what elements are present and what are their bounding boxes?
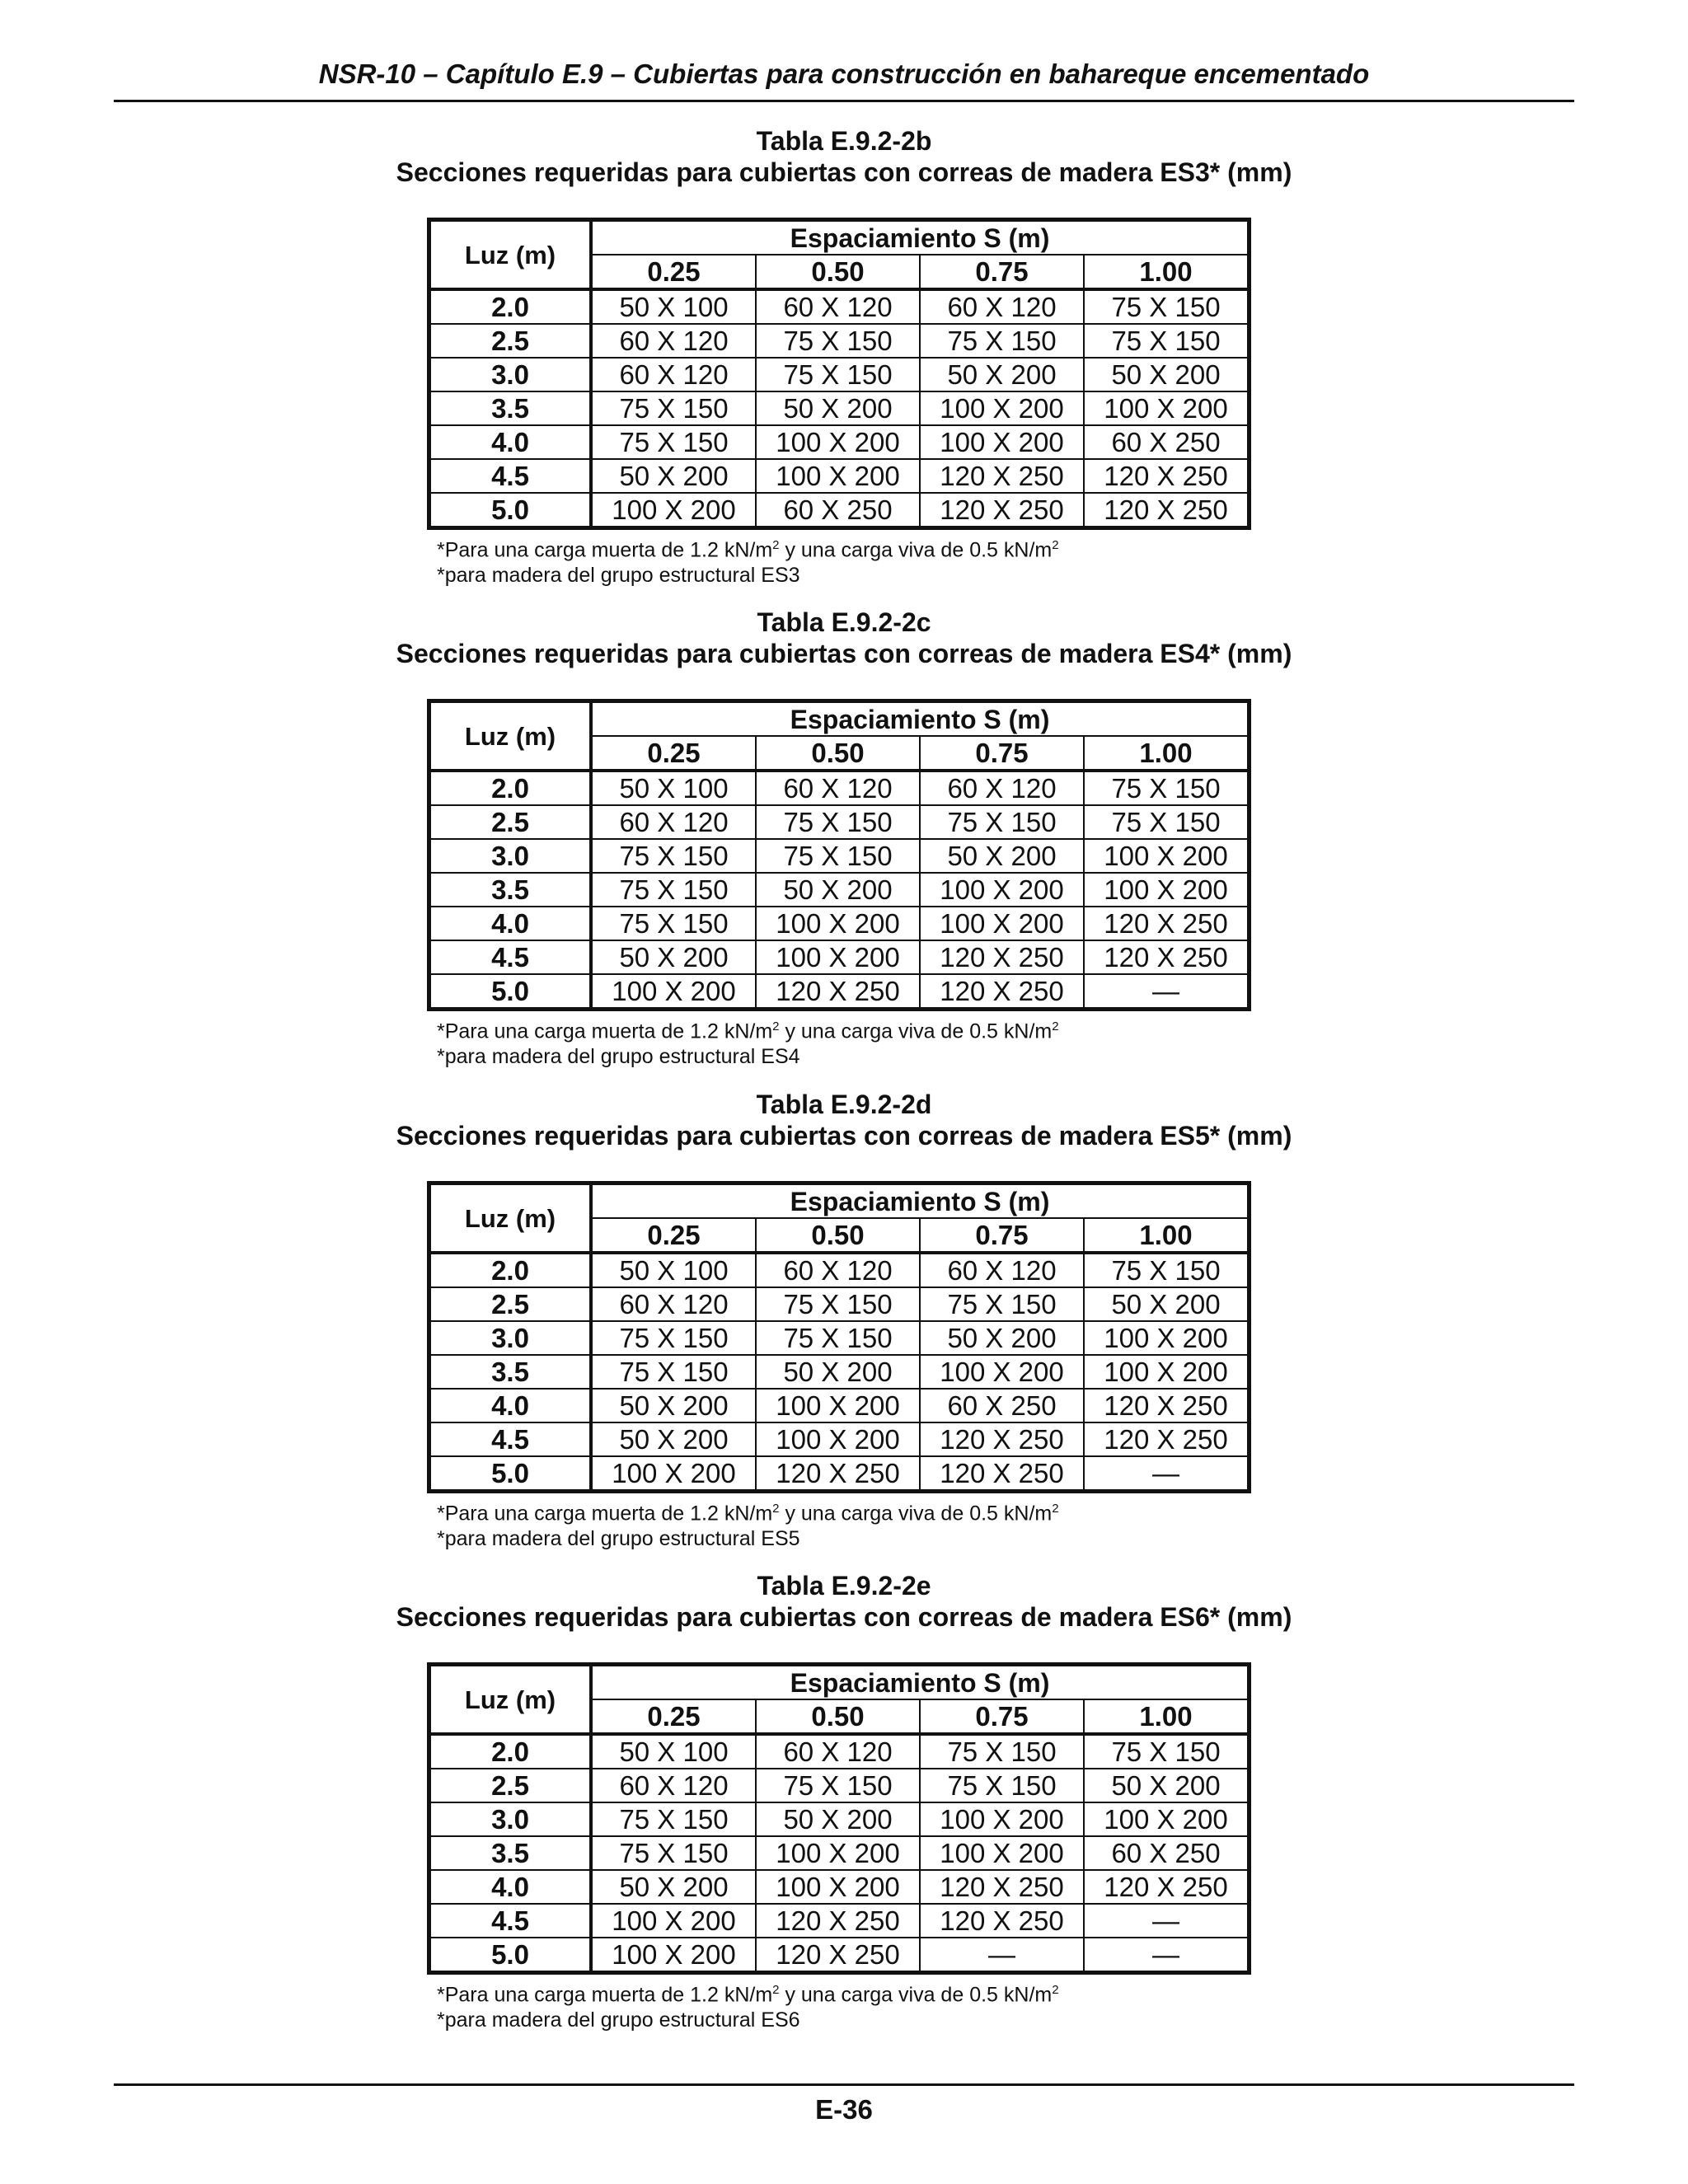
table-row	[429, 1802, 1250, 1836]
section-cell: 75 X 150	[591, 425, 756, 459]
section-cell: 100 X 200	[591, 1904, 756, 1938]
luz-value: 2.0	[429, 1253, 592, 1287]
luz-value: 4.5	[429, 1422, 592, 1456]
section-cell: 60 X 120	[920, 289, 1084, 324]
section-cell: 75 X 150	[591, 1836, 756, 1870]
section-cell: 100 X 200	[756, 1870, 920, 1904]
luz-value: 4.0	[429, 1389, 592, 1422]
spacing-value: 1.00	[1084, 255, 1250, 289]
section-cell: 50 X 100	[591, 1734, 756, 1769]
table-row	[429, 1938, 1250, 1973]
section-cell: 120 X 250	[920, 940, 1084, 974]
section-cell: 100 X 200	[920, 425, 1084, 459]
section-cell: 100 X 200	[920, 391, 1084, 425]
header-row	[429, 1183, 1250, 1219]
table-row	[429, 459, 1250, 493]
spacing-value: 0.50	[756, 1218, 920, 1253]
section-cell: 120 X 250	[1084, 1422, 1250, 1456]
luz-value: 2.0	[429, 771, 592, 805]
section-cell: 120 X 250	[1084, 459, 1250, 493]
section-cell: 100 X 200	[1084, 391, 1250, 425]
spacing-value: 0.50	[756, 1699, 920, 1734]
luz-value: 3.5	[429, 391, 592, 425]
section-cell: 60 X 120	[920, 1253, 1084, 1287]
luz-value: 4.5	[429, 940, 592, 974]
table-row	[429, 771, 1250, 805]
table-notes	[437, 532, 1688, 588]
section-cell: 75 X 150	[756, 839, 920, 873]
page-header: NSR-10 – Capítulo E.9 – Cubiertas para construcción en bahareque encementado	[114, 54, 1574, 102]
luz-value: 3.0	[429, 358, 592, 391]
table-number: Tabla E.9.2-2d	[756, 1090, 932, 1119]
section-cell: 60 X 120	[591, 1287, 756, 1321]
spacing-value: 1.00	[1084, 1699, 1250, 1734]
section-cell: 50 X 200	[1084, 1769, 1250, 1802]
table-row	[429, 1287, 1250, 1321]
section-cell: 100 X 200	[1084, 1321, 1250, 1355]
section-cell: 100 X 200	[756, 425, 920, 459]
spacing-header: Espaciamiento S (m)	[591, 220, 1250, 255]
luz-value: 3.0	[429, 1321, 592, 1355]
section-cell: 50 X 200	[756, 1355, 920, 1389]
section-cell: 120 X 250	[1084, 1870, 1250, 1904]
section-cell: 50 X 200	[591, 459, 756, 493]
luz-header: Luz (m)	[429, 1665, 592, 1735]
luz-value: 5.0	[429, 974, 592, 1010]
luz-value: 4.5	[429, 459, 592, 493]
section-cell: 60 X 120	[756, 771, 920, 805]
load-note: *Para una carga muerta de 1.2 $kN/m^2$ y una carga viva de 0.5 $kN/m^2$	[437, 538, 1059, 562]
table-row	[429, 1389, 1250, 1422]
spacing-value: 0.25	[591, 1699, 756, 1734]
luz-header: Luz (m)	[429, 220, 592, 290]
section-cell: 75 X 150	[1084, 324, 1250, 358]
section-cell: 75 X 150	[756, 324, 920, 358]
spacing-value: 0.50	[756, 255, 920, 289]
section-cell: 100 X 200	[591, 1456, 756, 1492]
table-notes	[437, 1977, 1688, 2033]
section-cell: 75 X 150	[756, 1287, 920, 1321]
section-cell: 50 X 200	[591, 1870, 756, 1904]
wood-group-note: *para madera del grupo estructural ES4	[437, 1045, 800, 1069]
section-cell: 100 X 200	[756, 1389, 920, 1422]
table-row	[429, 493, 1250, 528]
section-cell: 75 X 150	[1084, 1734, 1250, 1769]
section-cell: 75 X 150	[756, 1321, 920, 1355]
section-cell: 50 X 200	[756, 1802, 920, 1836]
table-section-es6	[0, 1570, 1688, 2033]
table-row	[429, 1253, 1250, 1287]
section-cell: 60 X 120	[591, 324, 756, 358]
sections-table-es3	[427, 218, 1251, 530]
section-cell: 50 X 200	[591, 1389, 756, 1422]
section-cell: 100 X 200	[756, 459, 920, 493]
table-row	[429, 907, 1250, 940]
section-cell: 50 X 100	[591, 771, 756, 805]
table-notes	[437, 1496, 1688, 1552]
section-cell: 100 X 200	[591, 493, 756, 528]
section-cell: 75 X 150	[756, 805, 920, 839]
sections-table-es6	[427, 1662, 1251, 1975]
section-cell: 100 X 200	[756, 907, 920, 940]
section-cell: 120 X 250	[756, 974, 920, 1010]
table-section-es5	[0, 1089, 1688, 1552]
table-row	[429, 289, 1250, 324]
header-row	[429, 701, 1250, 737]
section-cell: —	[1084, 1938, 1250, 1973]
section-cell: 120 X 250	[1084, 907, 1250, 940]
section-cell: 100 X 200	[591, 1938, 756, 1973]
header-row	[429, 1665, 1250, 1700]
section-cell: 50 X 200	[591, 1422, 756, 1456]
section-cell: 75 X 150	[1084, 771, 1250, 805]
section-cell: 120 X 250	[920, 1904, 1084, 1938]
section-cell: 100 X 200	[920, 1355, 1084, 1389]
sections-table-es4	[427, 699, 1251, 1011]
section-cell: 50 X 200	[920, 839, 1084, 873]
section-cell: 75 X 150	[756, 358, 920, 391]
section-cell: 60 X 250	[1084, 1836, 1250, 1870]
section-cell: 75 X 150	[920, 805, 1084, 839]
section-cell: 60 X 120	[591, 1769, 756, 1802]
spacing-header: Espaciamiento S (m)	[591, 1665, 1250, 1700]
section-cell: 100 X 200	[756, 1422, 920, 1456]
spacing-value: 0.50	[756, 736, 920, 771]
table-row	[429, 940, 1250, 974]
table-row	[429, 805, 1250, 839]
section-cell: 120 X 250	[920, 459, 1084, 493]
load-note: *Para una carga muerta de 1.2 $kN/m^2$ y una carga viva de 0.5 $kN/m^2$	[437, 1502, 1059, 1526]
table-row	[429, 1836, 1250, 1870]
luz-value: 5.0	[429, 1456, 592, 1492]
section-cell: 75 X 150	[591, 391, 756, 425]
section-cell: 100 X 200	[920, 1802, 1084, 1836]
spacing-value: 0.75	[920, 255, 1084, 289]
section-cell: 75 X 150	[1084, 1253, 1250, 1287]
section-cell: —	[1084, 974, 1250, 1010]
load-note: *Para una carga muerta de 1.2 $kN/m^2$ y una carga viva de 0.5 $kN/m^2$	[437, 1983, 1059, 2007]
section-cell: 75 X 150	[591, 1321, 756, 1355]
table-section-es3	[0, 125, 1688, 588]
table-row	[429, 1355, 1250, 1389]
wood-group-note: *para madera del grupo estructural ES6	[437, 2008, 800, 2032]
table-number: Tabla E.9.2-2e	[757, 1571, 931, 1601]
section-cell: 120 X 250	[920, 1870, 1084, 1904]
section-cell: 120 X 250	[1084, 940, 1250, 974]
table-row	[429, 1321, 1250, 1355]
section-cell: 50 X 200	[920, 358, 1084, 391]
luz-value: 3.5	[429, 1355, 592, 1389]
wood-group-note: *para madera del grupo estructural ES3	[437, 564, 800, 588]
spacing-value: 1.00	[1084, 1218, 1250, 1253]
table-row	[429, 1734, 1250, 1769]
luz-value: 4.0	[429, 1870, 592, 1904]
luz-header: Luz (m)	[429, 701, 592, 771]
section-cell: 75 X 150	[591, 839, 756, 873]
section-cell: 100 X 200	[920, 1836, 1084, 1870]
luz-value: 3.5	[429, 873, 592, 907]
table-row	[429, 425, 1250, 459]
section-cell: 50 X 100	[591, 289, 756, 324]
section-cell: 100 X 200	[756, 1836, 920, 1870]
section-cell: —	[1084, 1456, 1250, 1492]
section-cell: 120 X 250	[920, 974, 1084, 1010]
section-cell: 50 X 200	[591, 940, 756, 974]
section-cell: 50 X 200	[920, 1321, 1084, 1355]
section-cell: 100 X 200	[1084, 839, 1250, 873]
table-caption: Secciones requeridas para cubiertas con correas de madera ES5* (mm)	[396, 1121, 1292, 1151]
table-number: Tabla E.9.2-2b	[756, 126, 932, 156]
section-cell: 75 X 150	[1084, 805, 1250, 839]
table-caption: Secciones requeridas para cubiertas con correas de madera ES3* (mm)	[396, 157, 1292, 187]
spacing-value: 1.00	[1084, 736, 1250, 771]
table-caption: Secciones requeridas para cubiertas con correas de madera ES4* (mm)	[396, 639, 1292, 668]
section-cell: 75 X 150	[920, 1734, 1084, 1769]
table-row	[429, 839, 1250, 873]
table-row	[429, 324, 1250, 358]
page-number: E-36	[815, 2094, 873, 2125]
section-cell: 120 X 250	[920, 1422, 1084, 1456]
luz-value: 2.5	[429, 324, 592, 358]
table-row	[429, 358, 1250, 391]
section-cell: —	[920, 1938, 1084, 1973]
spacing-value: 0.25	[591, 736, 756, 771]
spacing-header: Espaciamiento S (m)	[591, 701, 1250, 737]
table-section-es4	[0, 607, 1688, 1070]
section-cell: 75 X 150	[591, 1802, 756, 1836]
table-row	[429, 391, 1250, 425]
table-caption: Secciones requeridas para cubiertas con correas de madera ES6* (mm)	[396, 1602, 1292, 1632]
section-cell: 120 X 250	[920, 1456, 1084, 1492]
section-cell: 120 X 250	[756, 1904, 920, 1938]
section-cell: 100 X 200	[1084, 873, 1250, 907]
section-cell: 120 X 250	[756, 1456, 920, 1492]
section-cell: 120 X 250	[920, 493, 1084, 528]
wood-group-note: *para madera del grupo estructural ES5	[437, 1527, 800, 1551]
table-row	[429, 1769, 1250, 1802]
luz-value: 2.5	[429, 1769, 592, 1802]
header-row	[429, 220, 1250, 255]
luz-value: 5.0	[429, 1938, 592, 1973]
table-number: Tabla E.9.2-2c	[757, 607, 931, 637]
spacing-value: 0.75	[920, 736, 1084, 771]
sections-table-es5	[427, 1181, 1251, 1493]
table-row	[429, 1456, 1250, 1492]
luz-value: 3.5	[429, 1836, 592, 1870]
luz-value: 4.0	[429, 907, 592, 940]
luz-value: 3.0	[429, 839, 592, 873]
luz-value: 4.5	[429, 1904, 592, 1938]
section-cell: 60 X 250	[756, 493, 920, 528]
section-cell: 50 X 200	[1084, 1287, 1250, 1321]
luz-value: 2.5	[429, 1287, 592, 1321]
load-note: *Para una carga muerta de 1.2 $kN/m^2$ y una carga viva de 0.5 $kN/m^2$	[437, 1019, 1059, 1043]
section-cell: 75 X 150	[591, 1355, 756, 1389]
section-cell: 75 X 150	[591, 873, 756, 907]
spacing-value: 0.75	[920, 1218, 1084, 1253]
section-cell: 50 X 200	[756, 391, 920, 425]
table-notes	[437, 1014, 1688, 1070]
section-cell: 75 X 150	[920, 1769, 1084, 1802]
section-cell: 75 X 150	[756, 1769, 920, 1802]
luz-value: 2.0	[429, 1734, 592, 1769]
spacing-header: Espaciamiento S (m)	[591, 1183, 1250, 1219]
section-cell: 100 X 200	[920, 873, 1084, 907]
section-cell: 60 X 120	[756, 1253, 920, 1287]
luz-value: 2.5	[429, 805, 592, 839]
section-cell: 60 X 250	[920, 1389, 1084, 1422]
section-cell: 100 X 200	[1084, 1802, 1250, 1836]
page-footer	[114, 2083, 1574, 2125]
section-cell: 60 X 120	[591, 805, 756, 839]
section-cell: 120 X 250	[1084, 1389, 1250, 1422]
luz-value: 3.0	[429, 1802, 592, 1836]
section-cell: 120 X 250	[756, 1938, 920, 1973]
section-cell: —	[1084, 1904, 1250, 1938]
section-cell: 60 X 120	[591, 358, 756, 391]
spacing-value: 0.25	[591, 255, 756, 289]
section-cell: 60 X 250	[1084, 425, 1250, 459]
section-cell: 75 X 150	[920, 324, 1084, 358]
section-cell: 50 X 200	[1084, 358, 1250, 391]
table-row	[429, 1904, 1250, 1938]
luz-value: 5.0	[429, 493, 592, 528]
section-cell: 50 X 100	[591, 1253, 756, 1287]
spacing-value: 0.25	[591, 1218, 756, 1253]
section-cell: 120 X 250	[1084, 493, 1250, 528]
section-cell: 100 X 200	[756, 940, 920, 974]
section-cell: 60 X 120	[756, 1734, 920, 1769]
table-row	[429, 1422, 1250, 1456]
section-cell: 100 X 200	[920, 907, 1084, 940]
section-cell: 60 X 120	[756, 289, 920, 324]
spacing-value: 0.75	[920, 1699, 1084, 1734]
section-cell: 100 X 200	[591, 974, 756, 1010]
section-cell: 75 X 150	[591, 907, 756, 940]
section-cell: 75 X 150	[920, 1287, 1084, 1321]
luz-value: 2.0	[429, 289, 592, 324]
section-cell: 100 X 200	[1084, 1355, 1250, 1389]
table-row	[429, 1870, 1250, 1904]
luz-value: 4.0	[429, 425, 592, 459]
table-row	[429, 974, 1250, 1010]
table-row	[429, 873, 1250, 907]
section-cell: 50 X 200	[756, 873, 920, 907]
luz-header: Luz (m)	[429, 1183, 592, 1254]
section-cell: 60 X 120	[920, 771, 1084, 805]
section-cell: 75 X 150	[1084, 289, 1250, 324]
